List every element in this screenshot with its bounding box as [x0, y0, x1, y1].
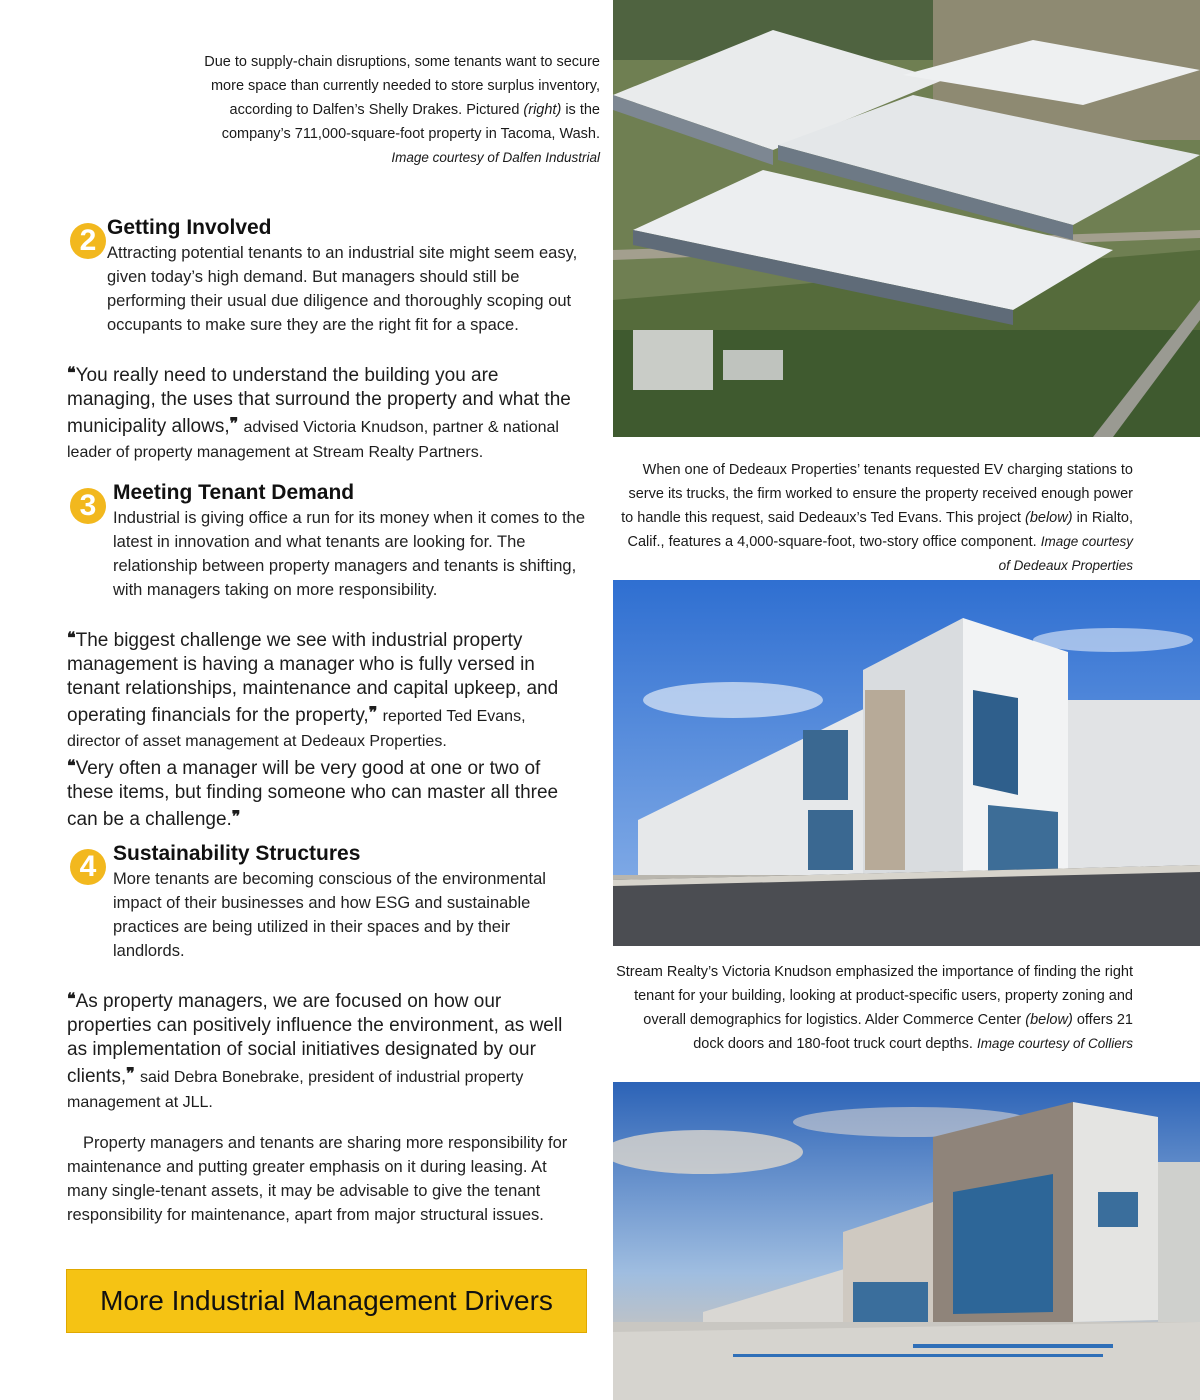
tacoma-aerial-photo	[613, 0, 1200, 437]
tacoma-caption	[195, 50, 600, 170]
section-4-quote	[67, 987, 577, 1115]
section-2-quote	[67, 361, 572, 465]
rialto-building-photo	[613, 580, 1200, 946]
tacoma-caption-ref: (right)	[523, 102, 562, 118]
quote-open-mark: ❝	[67, 628, 76, 647]
rialto-caption-ref: (below)	[1025, 510, 1073, 526]
quote-close-mark: ❞	[126, 1064, 135, 1083]
section-2-quote-text: You really need to understand the building you are managing, the uses that surround the property and what the municipality allows,	[67, 365, 571, 437]
section-3-quote	[67, 626, 567, 832]
section-2-body: Attracting potential tenants to an industrial site might seem easy, given today’s high demand. But managers should still be performing their usual due diligence and thoroughly scoping out occupants to make sure they are the right fit for a space.	[107, 244, 578, 334]
quote-close-mark: ❞	[231, 807, 241, 826]
section-3-body: Industrial is giving office a run for its money when it comes to the latest in innovation and what tenants are looking for. The relationship between property managers and tenants is shifting, with managers taking on more responsibility.	[113, 509, 586, 599]
section-3-quote-text: The biggest challenge we see with industrial property management is having a manager who is fully versed in tenant relationships, maintenance and capital upkeep, and operating financials for the property,	[67, 630, 559, 726]
section-4-title: Sustainability Structures	[113, 842, 361, 865]
alder-caption-credit: Image courtesy of Colliers	[976, 1036, 1133, 1051]
quote-close-mark: ❞	[368, 703, 378, 722]
alder-caption	[613, 960, 1133, 1056]
section-3-quote-2-text: Very often a manager will be very good at one or two of these items, but finding someone who can master all three can be a challenge.	[67, 758, 559, 830]
tacoma-caption-credit: Image courtesy of Dalfen Industrial	[391, 150, 600, 165]
tacoma-caption-text: Due to supply-chain disruptions, some tenants want to secure more space than currently needed to store surplus inventory, according to Dalfen’s Shelly Drakes. Pictured	[204, 54, 600, 118]
quote-close-mark: ❞	[229, 414, 239, 433]
alder-caption-text: Stream Realty’s Victoria Knudson emphasized the importance of finding the right tenant for your building, looking at product-specific users, property zoning and overall demographics for logistics. Alder Commerce Center	[616, 964, 1133, 1028]
section-3-title: Meeting Tenant Demand	[113, 481, 355, 504]
rialto-caption-text-2: in Rialto, Calif., features a 4,000-square-foot, two-story office component.	[627, 510, 1133, 550]
section-4-attribution: said Debra Bonebrake, president of industrial property management at JLL.	[67, 1069, 524, 1111]
alder-caption-ref: (below)	[1025, 1012, 1073, 1028]
more-industrial-drivers-button[interactable]: More Industrial Management Drivers	[66, 1269, 587, 1333]
section-4-number-badge: 4	[70, 849, 106, 885]
section-2-attribution: advised Victoria Knudson, partner & national leader of property management at Stream Realty Partners.	[67, 419, 559, 461]
rialto-caption-text: When one of Dedeaux Properties’ tenants requested EV charging stations to serve its trucks, the firm worked to ensure the property received enough power to handle this request, said Dedeaux’s Ted Evans. This project	[621, 462, 1133, 526]
rialto-caption	[613, 458, 1133, 578]
quote-open-mark: ❝	[67, 989, 76, 1008]
rialto-caption-credit: Image courtesy of Dedeaux Properties	[998, 534, 1133, 573]
section-2-number-badge: 2	[70, 223, 106, 259]
section-4-body: More tenants are becoming conscious of the environmental impact of their businesses and how ESG and sustainable practices are being utilized in their spaces and by their landlords.	[113, 870, 546, 960]
alder-commerce-center-photo	[613, 1082, 1200, 1400]
section-3-attribution: reported Ted Evans, director of asset management at Dedeaux Properties.	[67, 708, 526, 750]
section-2-title: Getting Involved	[107, 216, 272, 239]
section-3-number-badge: 3	[70, 488, 106, 524]
alder-caption-text-2: offers 21 dock doors and 180-foot truck court depths.	[693, 1012, 1133, 1052]
closing-paragraph: Property managers and tenants are sharing more responsibility for maintenance and putting greater emphasis on it during leasing. At many single-tenant assets, it may be advisable to give the tenant responsibility for maintenance, apart from major structural issues.	[67, 1134, 568, 1224]
tacoma-caption-text-2: is the company’s 711,000-square-foot property in Tacoma, Wash.	[221, 102, 600, 142]
section-4-quote-text: As property managers, we are focused on how our properties can positively influence the environment, as well as implementation of social initiatives designated by our clients,	[67, 991, 563, 1087]
quote-open-mark: ❝	[67, 363, 76, 382]
quote-open-mark: ❝	[67, 756, 76, 775]
